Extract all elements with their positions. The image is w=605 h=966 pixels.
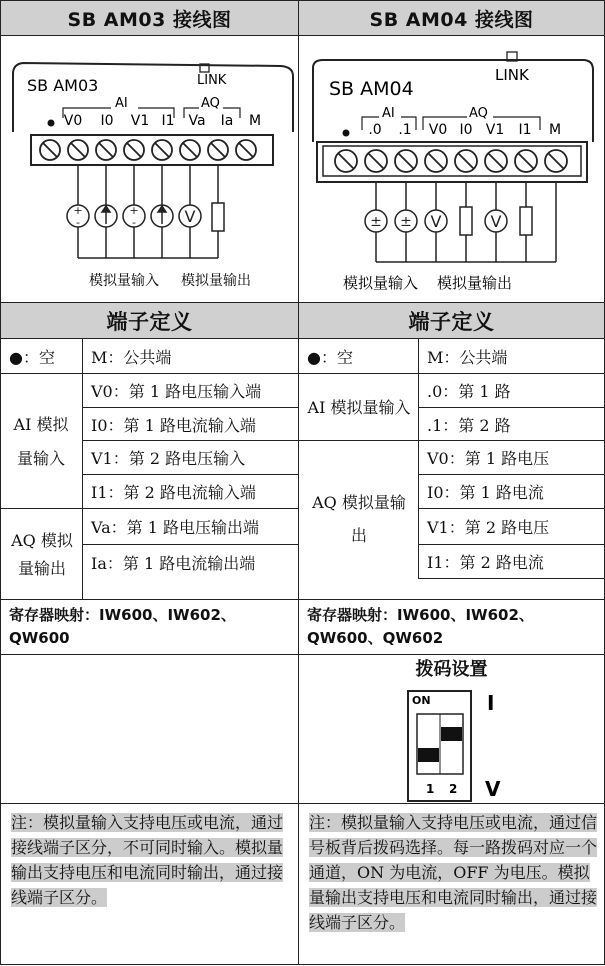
am04-module-label: SB AM04 xyxy=(329,78,414,100)
am04-analog-input-label: 模拟量输入 xyxy=(343,274,419,292)
am04-analog-output-label: 模拟量输出 xyxy=(437,274,513,292)
am03-wiring-diagram xyxy=(1,36,298,302)
am03-module-label: SB AM03 xyxy=(27,76,99,95)
dip-voltage-label: V xyxy=(485,777,501,801)
am03-analog-output-label: 模拟量输出 xyxy=(181,273,251,289)
left-aq-group: AQ 模拟量输出 xyxy=(11,531,73,578)
left-ai-group: AI 模拟量输入 xyxy=(13,415,69,468)
left-v1-def: V1：第 2 路电压输入 xyxy=(91,449,246,468)
right-ai-group: AI 模拟量输入 xyxy=(307,397,411,417)
am04-term-label: V1 xyxy=(485,122,505,138)
am04-ai-label: AI xyxy=(382,106,395,121)
svg-text:-: - xyxy=(132,216,136,229)
am03-term-label: I1 xyxy=(161,113,175,129)
am03-header: SB AM03 接线图 xyxy=(1,1,298,35)
right-aq-group: AQ 模拟量输出 xyxy=(312,493,406,545)
am04-empty-dot xyxy=(343,130,350,137)
right-ch0-def: .0：第 1 路 xyxy=(427,382,511,401)
am04-load-resistor-icon xyxy=(460,207,472,235)
am03-term-label: V1 xyxy=(130,113,150,129)
left-note-text: 注：模拟量输入支持电压或电流，通过接线端子区分，不可同时输入。模拟量输出支持电压和电流同时输出，通过接线端子区分。 xyxy=(11,813,284,907)
left-va-def: Va：第 1 路电压输出端 xyxy=(91,518,259,537)
am03-ai-label: AI xyxy=(115,96,128,111)
dip-current-label: I xyxy=(487,691,495,715)
svg-text:-: - xyxy=(76,216,80,229)
right-i0-def: I0：第 1 路电流 xyxy=(427,483,544,502)
am03-term-label: M xyxy=(248,113,262,129)
svg-text:V: V xyxy=(430,212,442,231)
right-note-text: 注：模拟量输入支持电压或电流，通过信号板背后拨码选择。每一路拨码对应一个通道，ON 为电流，OFF 为电压。模拟量输出支持电压和电流同时输出，通过接线端子区分。 xyxy=(309,813,598,932)
am03-load-resistor-icon xyxy=(212,203,224,231)
am04-term-label: .1 xyxy=(398,122,412,138)
svg-text:V: V xyxy=(490,212,502,231)
right-v0-def: V0：第 1 路电压 xyxy=(427,449,550,468)
right-register-mapping: 寄存器映射：IW600、IW602、QW600、QW602 xyxy=(307,606,534,647)
right-common-def: M：公共端 xyxy=(427,347,508,367)
am04-term-label: I0 xyxy=(459,122,473,138)
dip-switch-diagram xyxy=(405,688,510,804)
left-note xyxy=(1,804,298,964)
left-i0-def: I0：第 1 路电流输入端 xyxy=(91,415,256,435)
terminal-def-header-left: 端子定义 xyxy=(1,303,298,338)
left-register-mapping: 寄存器映射：IW600、IW602、QW600 xyxy=(9,606,236,647)
svg-text:±: ± xyxy=(370,214,382,230)
am04-term-label: M xyxy=(548,122,562,138)
dip-on-label: ON xyxy=(412,694,431,707)
am04-term-label: I1 xyxy=(518,122,532,138)
svg-text:±: ± xyxy=(400,214,412,230)
am04-term-label: .0 xyxy=(368,122,382,138)
right-i1-def: I1：第 2 路电流 xyxy=(427,553,544,572)
am03-empty-dot xyxy=(48,120,55,127)
right-v1-def: V1：第 2 路电压 xyxy=(427,518,550,537)
dip-num-1: 1 xyxy=(426,782,435,796)
am04-load-resistor-icon xyxy=(520,207,532,235)
dip-switch-2-knob xyxy=(441,727,462,741)
left-i1-def: I1：第 2 路电流输入端 xyxy=(91,483,256,502)
svg-text:+: + xyxy=(73,204,83,217)
am03-term-label: V0 xyxy=(63,113,83,129)
am03-aq-label: AQ xyxy=(201,96,220,111)
svg-text:V: V xyxy=(184,207,196,226)
right-empty-def: ●：空 xyxy=(307,347,353,367)
right-note xyxy=(299,804,604,964)
dip-title: 拨码设置 xyxy=(415,659,488,680)
terminal-def-header-right: 端子定义 xyxy=(299,303,604,338)
am04-wiring-diagram xyxy=(299,36,604,302)
am03-term-label: Va xyxy=(188,113,206,129)
left-empty-def: ●：空 xyxy=(9,347,55,367)
right-ch1-def: .1：第 2 路 xyxy=(427,415,511,435)
left-ia-def: Ia：第 1 路电流输出端 xyxy=(91,554,256,573)
am04-header: SB AM04 接线图 xyxy=(299,1,604,35)
am03-link-label: LINK xyxy=(197,73,227,88)
am03-term-label: Ia xyxy=(220,113,234,129)
left-common-def: M：公共端 xyxy=(91,347,172,367)
svg-text:+: + xyxy=(129,204,139,217)
am04-link-label: LINK xyxy=(495,66,529,84)
am03-term-label: I0 xyxy=(100,113,114,129)
left-v0-def: V0：第 1 路电压输入端 xyxy=(91,382,262,401)
am04-aq-label: AQ xyxy=(469,106,488,121)
dip-num-2: 2 xyxy=(449,782,458,796)
dip-switch-1-knob xyxy=(418,748,439,762)
am03-analog-input-label: 模拟量输入 xyxy=(89,273,159,289)
am04-term-label: V0 xyxy=(428,122,448,138)
